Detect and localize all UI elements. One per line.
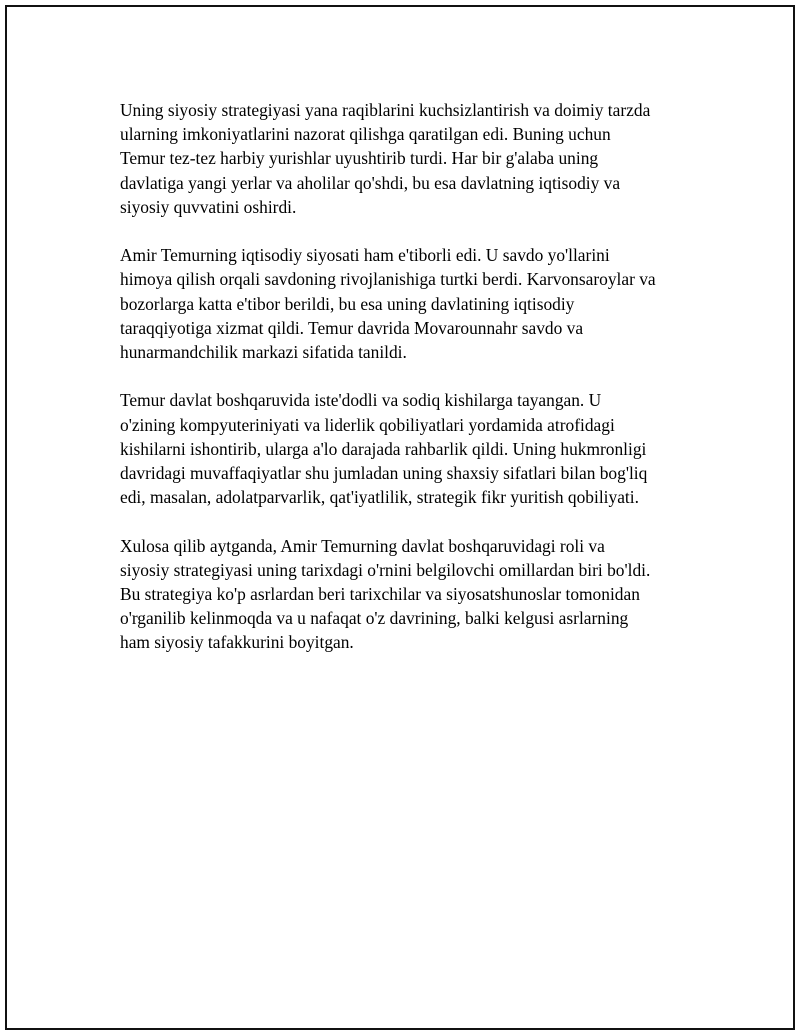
paragraph-2: Amir Temurning iqtisodiy siyosati ham e'tiborli edi. U savdo yo'llarini himoya qilish orqali savdoning rivojlanishiga turtki berdi. Karvonsaroylar va bozorlarga katta e'tibor berildi, bu esa uning davlatining iqtisodiy taraqqiyotiga xizmat qildi. Temur davrida Movarounnahr savdo va hunarmandchilik markazi sifatida tanildi. — [120, 245, 656, 363]
paragraph-1: Uning siyosiy strategiyasi yana raqiblarini kuchsizlantirish va doimiy tarzda ularning imkoniyatlarini nazorat qilishga qaratilgan edi. Buning uchun Temur tez-tez harbiy yurishlar uyushtirib turdi. Har bir g'alaba uning davlatiga yangi yerlar va aholilar qo'shdi, bu esa davlatning iqtisodiy va siyosiy quvvatini oshirdi. — [120, 100, 651, 217]
paragraph-4: Xulosa qilib aytganda, Amir Temurning davlat boshqaruvidagi roli va siyosiy strategiyasi uning tarixdagi o'rnini belgilovchi omillardan biri bo'ldi. Bu strategiya ko'p asrlardan beri tarixchilar va siyosatshunoslar tomonidan o'rganilib kelinmoqda va u nafaqat o'z davrining, balki kelgusi asrlarning ham siyosiy tafakkurini boyitgan. — [120, 535, 651, 653]
document-page — [5, 5, 795, 1030]
document-body — [120, 98, 700, 679]
paragraph-3: Temur davlat boshqaruvida iste'dodli va sodiq kishilarga tayangan. U o'zining kompyuteriniyati va liderlik qobiliyatlari yordamida atrofidagi kishilarni ishontirib, ularga a'lo darajada rahbarlik qildi. Uning hukmronligi davridagi muvaffaqiyatlar shu jumladan uning shaxsiy sifatlari bilan bog'liq edi, masalan, adolatparvarlik, qat'iyatlilik, strategik fikr yuritish qobiliyati. — [120, 390, 648, 508]
